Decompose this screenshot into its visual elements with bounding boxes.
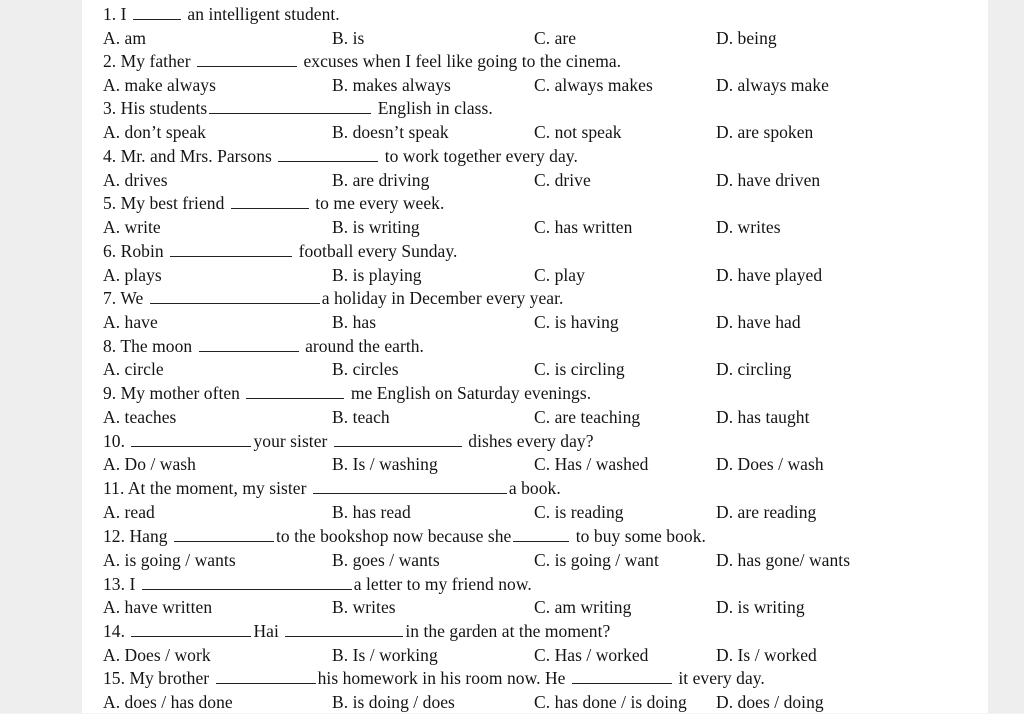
answer-blank xyxy=(278,148,378,162)
question-9 xyxy=(82,381,988,405)
question-15 xyxy=(82,666,988,690)
answer-blank xyxy=(131,433,251,447)
answer-blank xyxy=(209,100,371,114)
question-11 xyxy=(82,476,988,500)
option-c: C. are teaching xyxy=(534,405,640,429)
answer-blank xyxy=(246,385,344,399)
question-10 xyxy=(82,429,988,453)
question-stem: 4. Mr. and Mrs. Parsons to work together every day. xyxy=(103,144,578,168)
question-6 xyxy=(82,239,988,263)
left-margin xyxy=(0,0,82,713)
question-1 xyxy=(82,2,988,26)
option-d: D. always make xyxy=(716,73,829,97)
option-d: D. circling xyxy=(716,357,791,381)
options-12 xyxy=(82,548,988,572)
option-b: B. doesn’t speak xyxy=(332,120,449,144)
options-8 xyxy=(82,357,988,381)
answer-blank xyxy=(285,623,403,637)
question-stem: 3. His students English in class. xyxy=(103,96,493,120)
worksheet-page xyxy=(82,0,988,713)
option-a: A. does / has done xyxy=(103,690,233,714)
option-a: A. circle xyxy=(103,357,164,381)
option-d: D. being xyxy=(716,26,777,50)
option-c: C. is having xyxy=(534,310,619,334)
question-13 xyxy=(82,572,988,596)
option-d: D. have had xyxy=(716,310,801,334)
option-d: D. writes xyxy=(716,215,781,239)
option-a: A. plays xyxy=(103,263,162,287)
option-a: A. have xyxy=(103,310,158,334)
answer-blank xyxy=(199,338,299,352)
option-a: A. make always xyxy=(103,73,216,97)
option-b: B. Is / washing xyxy=(332,452,438,476)
option-b: B. is doing / does xyxy=(332,690,455,714)
option-a: A. read xyxy=(103,500,155,524)
question-stem: 11. At the moment, my sister a book. xyxy=(103,476,561,500)
answer-blank xyxy=(572,670,672,684)
option-b: B. makes always xyxy=(332,73,451,97)
question-5 xyxy=(82,191,988,215)
option-b: B. teach xyxy=(332,405,390,429)
option-d: D. has gone/ wants xyxy=(716,548,850,572)
answer-blank xyxy=(133,6,181,20)
option-d: D. is writing xyxy=(716,595,805,619)
option-a: A. teaches xyxy=(103,405,176,429)
option-b: B. goes / wants xyxy=(332,548,440,572)
question-stem: 13. I a letter to my friend now. xyxy=(103,572,532,596)
question-7 xyxy=(82,286,988,310)
answer-blank xyxy=(170,243,292,257)
question-stem: 7. We a holiday in December every year. xyxy=(103,286,563,310)
option-b: B. writes xyxy=(332,595,396,619)
options-6 xyxy=(82,263,988,287)
answer-blank xyxy=(131,623,251,637)
question-8 xyxy=(82,334,988,358)
option-c: C. drive xyxy=(534,168,591,192)
option-b: B. are driving xyxy=(332,168,429,192)
answer-blank xyxy=(216,670,316,684)
answer-blank xyxy=(313,480,507,494)
option-c: C. Has / worked xyxy=(534,643,648,667)
options-9 xyxy=(82,405,988,429)
question-stem: 6. Robin football every Sunday. xyxy=(103,239,457,263)
question-stem: 2. My father excuses when I feel like going to the cinema. xyxy=(103,49,621,73)
option-c: C. has done / is doing xyxy=(534,690,687,714)
question-stem: 9. My mother often me English on Saturday evenings. xyxy=(103,381,591,405)
options-15 xyxy=(82,690,988,714)
options-2 xyxy=(82,73,988,97)
option-a: A. am xyxy=(103,26,146,50)
options-3 xyxy=(82,120,988,144)
option-d: D. are spoken xyxy=(716,120,813,144)
options-11 xyxy=(82,500,988,524)
answer-blank xyxy=(174,528,274,542)
option-a: A. drives xyxy=(103,168,168,192)
option-d: D. Does / wash xyxy=(716,452,824,476)
option-d: D. Is / worked xyxy=(716,643,817,667)
option-a: A. don’t speak xyxy=(103,120,206,144)
question-stem: 15. My brother his homework in his room now. He it every day. xyxy=(103,666,765,690)
option-b: B. has xyxy=(332,310,376,334)
question-stem: 8. The moon around the earth. xyxy=(103,334,424,358)
option-c: C. is circling xyxy=(534,357,625,381)
option-d: D. are reading xyxy=(716,500,816,524)
right-margin xyxy=(988,0,1024,713)
question-4 xyxy=(82,144,988,168)
options-5 xyxy=(82,215,988,239)
answer-blank xyxy=(142,576,352,590)
option-d: D. have played xyxy=(716,263,822,287)
option-c: C. am writing xyxy=(534,595,631,619)
question-2 xyxy=(82,49,988,73)
options-7 xyxy=(82,310,988,334)
option-b: B. has read xyxy=(332,500,411,524)
question-3 xyxy=(82,96,988,120)
option-c: C. are xyxy=(534,26,576,50)
option-d: D. does / doing xyxy=(716,690,824,714)
option-b: B. Is / working xyxy=(332,643,438,667)
answer-blank xyxy=(150,290,320,304)
answer-blank xyxy=(231,195,309,209)
option-c: C. has written xyxy=(534,215,632,239)
option-a: A. write xyxy=(103,215,161,239)
answer-blank xyxy=(513,528,569,542)
option-c: C. is reading xyxy=(534,500,624,524)
options-13 xyxy=(82,595,988,619)
option-c: C. Has / washed xyxy=(534,452,648,476)
answer-blank xyxy=(334,433,462,447)
option-b: B. is xyxy=(332,26,364,50)
question-stem: 14. Hai in the garden at the moment? xyxy=(103,619,610,643)
option-c: C. is going / want xyxy=(534,548,659,572)
option-d: D. has taught xyxy=(716,405,809,429)
option-c: C. play xyxy=(534,263,585,287)
options-4 xyxy=(82,168,988,192)
option-c: C. not speak xyxy=(534,120,622,144)
question-stem: 5. My best friend to me every week. xyxy=(103,191,444,215)
options-14 xyxy=(82,643,988,667)
options-1 xyxy=(82,26,988,50)
options-10 xyxy=(82,452,988,476)
option-a: A. is going / wants xyxy=(103,548,236,572)
question-14 xyxy=(82,619,988,643)
answer-blank xyxy=(197,53,297,67)
option-b: B. is playing xyxy=(332,263,422,287)
option-c: C. always makes xyxy=(534,73,653,97)
question-12 xyxy=(82,524,988,548)
option-a: A. Does / work xyxy=(103,643,211,667)
question-stem: 10. your sister dishes every day? xyxy=(103,429,594,453)
option-a: A. Do / wash xyxy=(103,452,196,476)
question-stem: 12. Hang to the bookshop now because she to buy some book. xyxy=(103,524,706,548)
option-a: A. have written xyxy=(103,595,212,619)
option-b: B. circles xyxy=(332,357,399,381)
option-d: D. have driven xyxy=(716,168,820,192)
question-stem: 1. I an intelligent student. xyxy=(103,2,340,26)
option-b: B. is writing xyxy=(332,215,420,239)
